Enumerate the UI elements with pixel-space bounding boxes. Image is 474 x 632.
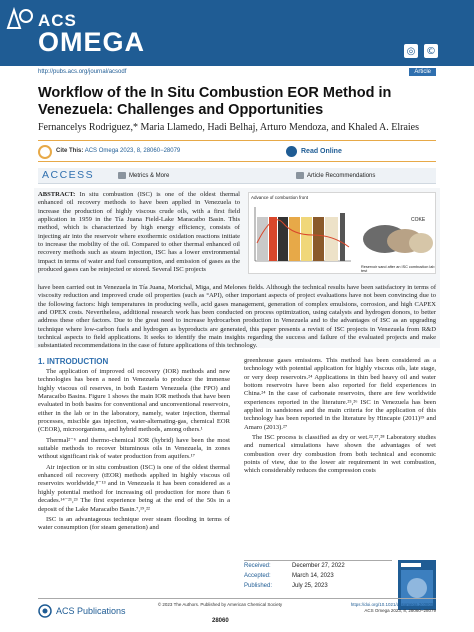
toc-graphic[interactable] — [248, 192, 436, 274]
recommendations-button[interactable] — [296, 172, 375, 179]
access-bar — [38, 168, 436, 184]
paragraph: Air injection or in situ combustion (ISC) is one of the oldest thermal enhanced oil recovery (tEOR) methods applied in highly viscous oil reservoirs worldwide,⁸⁻¹³ and in Venezuela it has been considered as a highly potential method for increasing oil production for more than 6 decades.¹⁴⁻²¹,²³ The first experience being at the end of the 50s in a deposit of the Lake Maracaibo Basin.⁷,¹⁹,²² — [38, 463, 230, 513]
metrics-button[interactable] — [118, 172, 169, 179]
abstract-lead: ABSTRACT: — [38, 191, 76, 198]
cite-icon — [38, 145, 52, 159]
accepted-row — [244, 571, 392, 581]
photo-label: COKE — [411, 217, 426, 223]
footer-reference — [330, 602, 436, 613]
abstract-text-narrow: In situ combustion (ISC) is one of the oldest thermal enhanced oil recovery methods to have been applied in Venezuela to increase the production of highly viscous crude oils, with a first field application in 1959 in the Tía Juana Field-Lake Maracaibo Basin. This method, which is characterized by high energy efficiency, consists of injecting air into the reservoir where exothermic oxidation reactions initiate to increase the mobility of the oil. Compared to other thermal enhanced oil recovery methods such as steam injection, ISC has a lower environmental impact in terms of water and fuel consumption, and emission of gases as the produced gases can be reinjected or stored. Several ISC projects — [38, 191, 240, 274]
published-row — [244, 581, 392, 591]
header-icons — [404, 44, 438, 58]
right-column — [244, 357, 436, 478]
paragraph: The application of improved oil recovery (IOR) methods and new technologies has been a need in Venezuela to produce the immense highly viscous oil reserves, in both Eastern Venezuela (the FPO) and Maracaibo Basins. Figure 1 shows the main IOR methods that have been evaluated in both basins for conventional and unconventional reservoirs, either in the lab or in the laboratory, namely, water injection, thermal processes, miscible gas injection, water-alternating-gas, chemical EOR (CEOR), microorganisms, and hybrid methods, among others.¹ — [38, 368, 230, 434]
toc-caption: Advance of combustion front — [251, 195, 309, 200]
paragraph: Thermal²⁻⁶ and thermo-chemical IOR (hybrid) have been the most suitable methods to recover bituminous oils in Venezuela, in zones without significant risk of water production from aquifers.¹⁷ — [38, 436, 230, 461]
paragraph: ISC is an advantageous technique over steam flooding in terms of water consumption (for steam generation) and — [38, 515, 230, 532]
abstract-full: have been carried out in Venezuela in Tía Juana, Morichal, Miga, and Melones fields. Although the technical results have been satisfactory in terms of viscosity reduction and improved crude oil properties (such as °API), other important aspects of project evaluations have not been convincing due to the following factors: high temperatures in producing wells, acid gases management, generation of complex emulsions, corrosion, and high CAPEX and OPEX costs. Nevertheless, additional research work has been conducted on process optimization, using catalysts and hydrogen donors, to better address these other factors. Due to the great need to increase hydrocarbon production in Venezuela and to the advantages of ISC as an upgrading technique where low-carbon fuels and hydrogen as byproducts are generated, this paper presents a revisit of ISC projects in Venezuela from R&D technical aspects to field applications. It seeks to identify the main insights regarding the success and failure of the evaluated projects and make substantiated recommendations in the case of future applications of this technology. — [38, 284, 436, 350]
read-online-icon — [286, 146, 297, 157]
paragraph: greenhouse gases emissions. This method has been considered as a technology with potential application for highly viscous oils, late stage, or very deep reservoirs.²⁴ Applications in thin bed heavy oil and water bottom reservoirs have been also reported for field experiences in China.²⁴ In the case of carbonate reservoirs, there are few worldwide experiences reported in the literature.²⁵,²⁶ ISC in Venezuela has been applied in sandstones and the main criteria for the application of this technology has been reported in the literature by Hincapie (2011)¹⁹ and Amaro (2013).²⁷ — [244, 357, 436, 431]
cite-text — [56, 148, 180, 154]
received-label: Received: — [244, 563, 271, 569]
received-date: December 27, 2022 — [292, 563, 345, 569]
copyright-notice: © 2023 The Authors. Published by American Chemical Society — [157, 602, 283, 607]
cite-label: Cite This: — [56, 148, 84, 154]
received-row — [244, 561, 392, 571]
section-heading: 1. INTRODUCTION — [38, 357, 109, 366]
paragraph: The ISC process is classified as dry or wet.²²,²⁷,²⁸ Laboratory studies and numerical simulations have shown the advantages of wet combustion over dry combustion from both technical and economic points of view, due to the lower air requirement in wet combustion, which considerably reduces the compression costs — [244, 434, 436, 475]
acs-logo-icon — [6, 6, 36, 30]
metrics-icon — [118, 172, 126, 179]
abstract-narrow — [38, 191, 240, 274]
url-bar — [38, 68, 436, 78]
doi-link[interactable]: https://doi.org/10.1021/acsomega.2c08059 — [350, 602, 436, 607]
lab-sample-photo — [361, 201, 433, 263]
open-access-icon: ◎ — [404, 44, 418, 58]
journal-header — [0, 0, 474, 66]
recommendations-icon — [296, 172, 304, 179]
photo-caption: Reservoir sand after an ISC combustion lab test — [361, 265, 435, 273]
brand-line1: ACS — [38, 11, 77, 30]
footer-divider — [38, 598, 436, 599]
publisher-name: ACS Publications — [56, 606, 126, 616]
publication-dates — [244, 560, 392, 592]
brand-line2: OMEGA — [38, 27, 146, 57]
page-number: 28060 — [212, 618, 229, 624]
accepted-label: Accepted: — [244, 573, 271, 579]
published-date: July 25, 2023 — [292, 583, 328, 589]
acs-publications-icon — [38, 604, 52, 618]
combustion-zones-diagram — [253, 203, 353, 265]
journal-reference: ACS Omega 2023, 8, 28060−28079 — [364, 607, 436, 613]
recommendations-label: Article Recommendations — [307, 172, 376, 179]
cite-reference-link[interactable]: ACS Omega 2023, 8, 28060−28079 — [84, 148, 181, 154]
accepted-date: March 14, 2023 — [292, 573, 334, 579]
access-title: ACCESS — [42, 169, 95, 181]
journal-url-link[interactable]: http://pubs.acs.org/journal/acsodf — [38, 69, 127, 75]
read-online-button[interactable] — [286, 146, 342, 157]
author-list: Fernancelys Rodriguez,* Maria Llamedo, Hadi Belhaj, Arturo Mendoza, and Khaled A. Elraies — [38, 122, 419, 133]
publisher-logo[interactable] — [38, 604, 126, 618]
article-type-badge: Article — [409, 68, 436, 76]
published-label: Published: — [244, 583, 273, 589]
article-title: Workflow of the In Situ Combustion EOR Method in Venezuela: Challenges and Opportunities — [38, 85, 392, 118]
cite-bar — [38, 140, 436, 162]
journal-logo[interactable] — [38, 12, 145, 55]
left-column — [38, 368, 230, 535]
license-icon: © — [426, 45, 436, 57]
metrics-label: Metrics & More — [129, 172, 170, 179]
read-online-label: Read Online — [301, 148, 342, 155]
